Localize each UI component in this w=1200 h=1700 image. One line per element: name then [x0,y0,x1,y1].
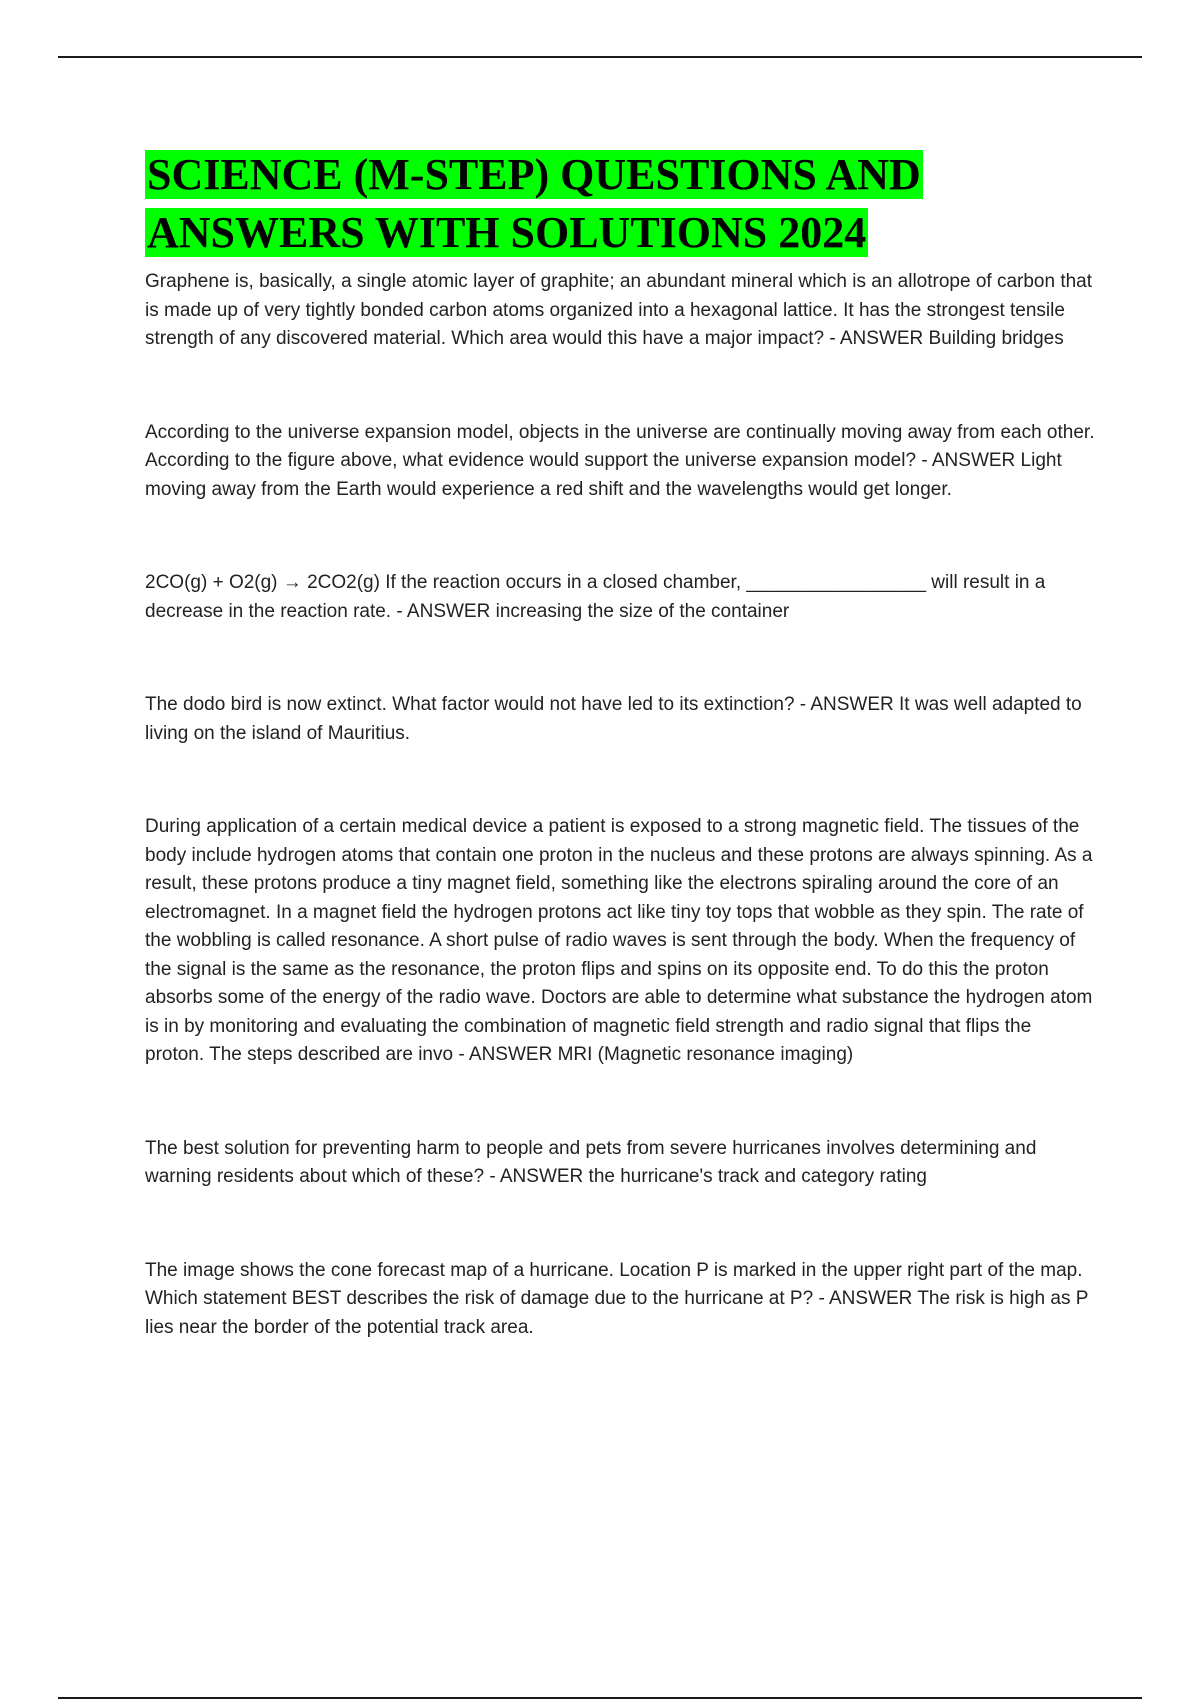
top-divider [58,56,1142,58]
document-body [145,146,1095,1342]
qa-item-dodo-bird: The dodo bird is now extinct. What factor would not have led to its extinction? - ANSWER It was well adapted to living on the island of Mauritius. [145,694,1082,744]
document-title-text: SCIENCE (M-STEP) QUESTIONS AND ANSWERS WITH SOLUTIONS 2024 [147,150,921,257]
document-title [145,146,1095,262]
qa-item-mri: During application of a certain medical device a patient is exposed to a strong magnetic field. The tissues of the body include hydrogen atoms that contain one proton in the nucleus and these protons are always spinning. As a result, these protons produce a tiny magnet field, something like the electrons spiraling around the core of an electromagnet. In a magnet field the hydrogen protons act like tiny toy tops that wobble as they spin. The rate of the wobbling is called resonance. A short pulse of radio waves is sent through the body. When the frequency of the signal is the same as the resonance, the proton flips and spins on its opposite end. To do this the proton absorbs some of the energy of the radio wave. Doctors are able to determine what substance the hydrogen atom is in by monitoring and evaluating the combination of magnetic field strength and radio signal that flips the proton. The steps described are invo - ANSWER MRI (Magnetic resonance imaging) [145,816,1093,1065]
bottom-divider [58,1697,1142,1699]
qa-item-graphene: Graphene is, basically, a single atomic layer of graphite; an abundant mineral which is an allotrope of carbon that is made up of very tightly bonded carbon atoms organized into a hexagonal lattice. It has the strongest tensile strength of any discovered material. Which area would this have a major impact? - ANSWER Building bridges [145,271,1093,349]
qa-item-universe-expansion: According to the universe expansion model, objects in the universe are continually moving away from each other. According to the figure above, what evidence would support the universe expansion model? - ANSWER Light moving away from the Earth would experience a red shift and the wavelengths would get longer. [145,421,1095,500]
qa-item-hurricane-cone-map: The image shows the cone forecast map of a hurricane. Location P is marked in the upper right part of the map. Which statement BEST describes the risk of damage due to the hurricane at P? - ANSWER The risk is high as P lies near the border of the potential track area. [145,1259,1089,1338]
qa-item-hurricane-warning: The best solution for preventing harm to people and pets from severe hurricanes involves determining and warning residents about which of these? - ANSWER the hurricane's track and category rating [145,1137,1037,1187]
qa-item-reaction-rate: 2CO(g) + O2(g) → 2CO2(g) If the reaction occurs in a closed chamber, _________________ will result in a decrease in the reaction rate. - ANSWER increasing the size of the container [145,572,1046,622]
